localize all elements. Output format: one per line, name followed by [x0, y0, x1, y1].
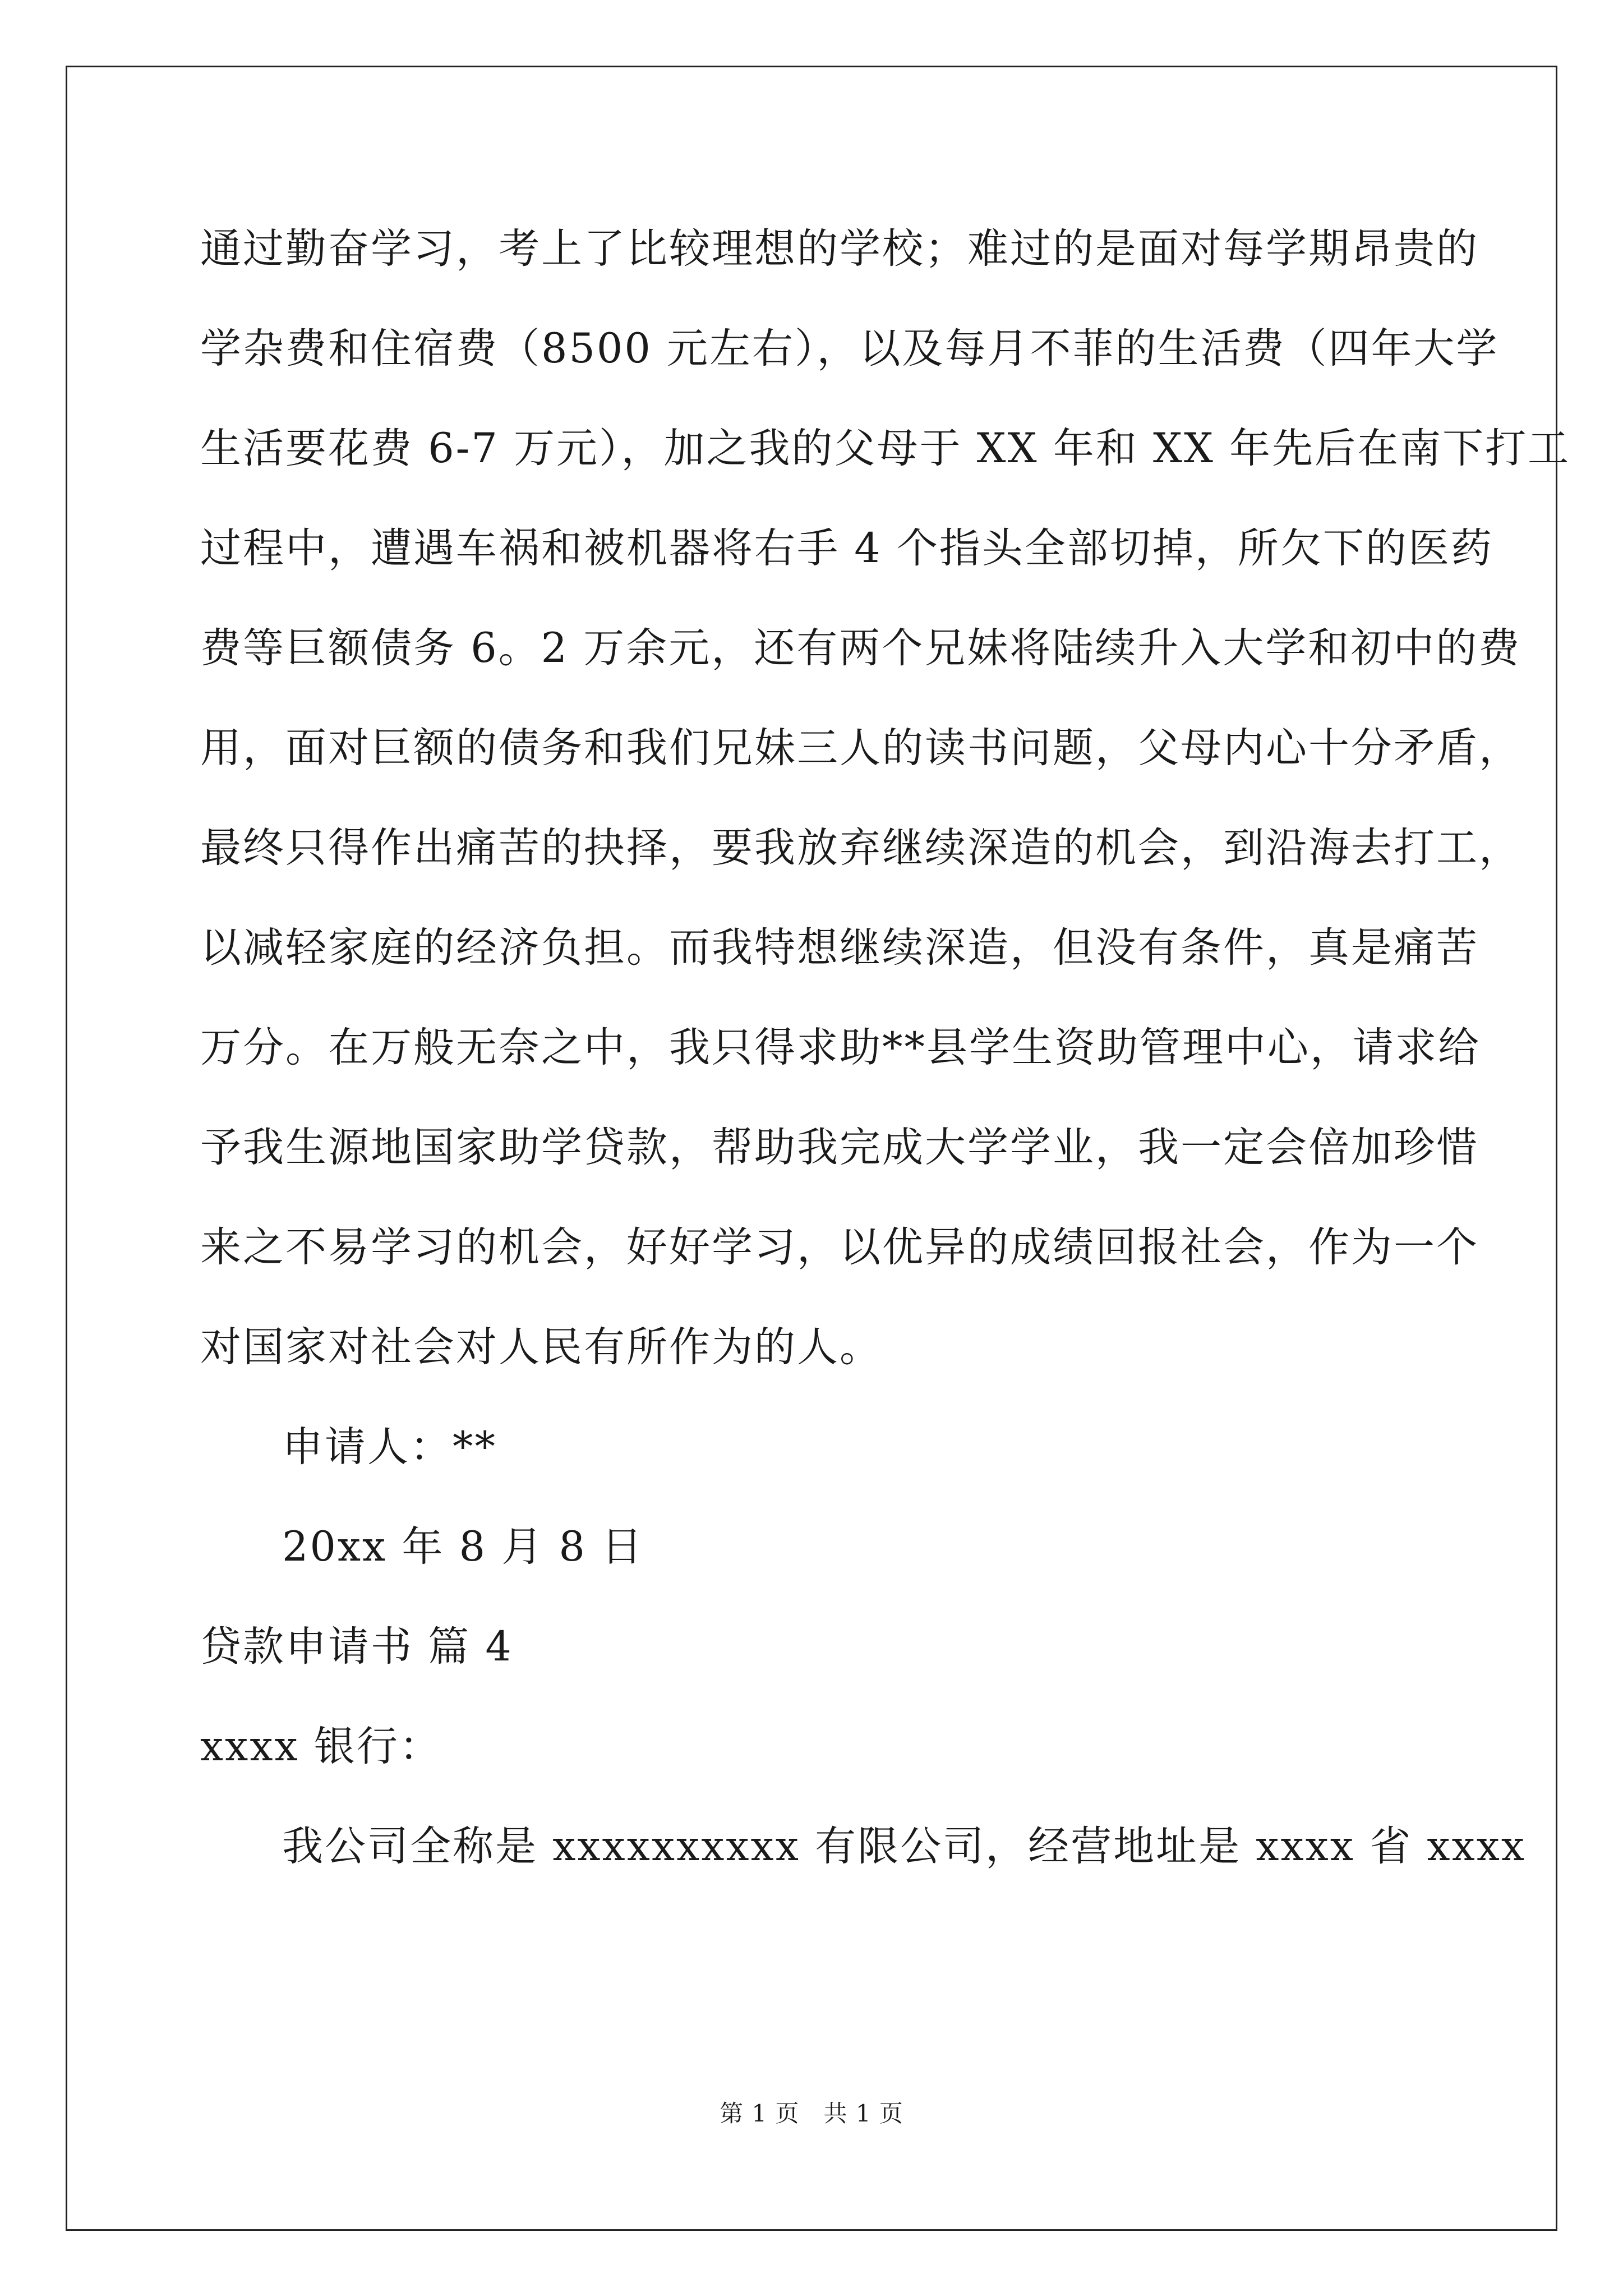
paragraph-line: 费等巨额债务 6。2 万余元，还有两个兄妹将陆续升入大学和初中的费: [200, 624, 1521, 672]
paragraph-line: 万分。在万般无奈之中，我只得求助**县学生资助管理中心，请求给: [200, 1024, 1481, 1071]
application-date: 20xx 年 8 月 8 日: [282, 1523, 644, 1571]
paragraph-line: 用，面对巨额的债务和我们兄妹三人的读书问题，父母内心十分矛盾，: [200, 724, 1521, 772]
paragraph-line: 最终只得作出痛苦的抉择，要我放弃继续深造的机会，到沿海去打工，: [200, 824, 1521, 872]
paragraph-line: 对国家对社会对人民有所作为的人。: [200, 1323, 882, 1371]
section-title: 贷款申请书 篇 4: [200, 1623, 513, 1671]
paragraph-line: 来之不易学习的机会，好好学习，以优异的成绩回报社会，作为一个: [200, 1223, 1479, 1271]
paragraph-line: 以减轻家庭的经济负担。而我特想继续深造，但没有条件，真是痛苦: [200, 924, 1479, 972]
paragraph-line: 过程中，遭遇车祸和被机器将右手 4 个指头全部切掉，所欠下的医药: [200, 524, 1493, 572]
paragraph-line: 生活要花费 6-7 万元），加之我的父母于 XX 年和 XX 年先后在南下打工: [200, 425, 1571, 472]
paragraph-line: 予我生源地国家助学贷款，帮助我完成大学学业，我一定会倍加珍惜: [200, 1124, 1479, 1171]
paragraph-line: 通过勤奋学习，考上了比较理想的学校；难过的是面对每学期昂贵的: [200, 225, 1479, 273]
salutation: xxxx 银行：: [200, 1723, 442, 1770]
paragraph-line: 学杂费和住宿费（8500 元左右），以及每月不菲的生活费（四年大学: [200, 325, 1499, 372]
applicant-signature: 申请人：**: [282, 1423, 497, 1471]
paragraph-line: 我公司全称是 xxxxxxxxxx 有限公司，经营地址是 xxxx 省 xxxx: [282, 1823, 1527, 1870]
page-number: 第 1 页 共 1 页: [720, 2100, 903, 2127]
